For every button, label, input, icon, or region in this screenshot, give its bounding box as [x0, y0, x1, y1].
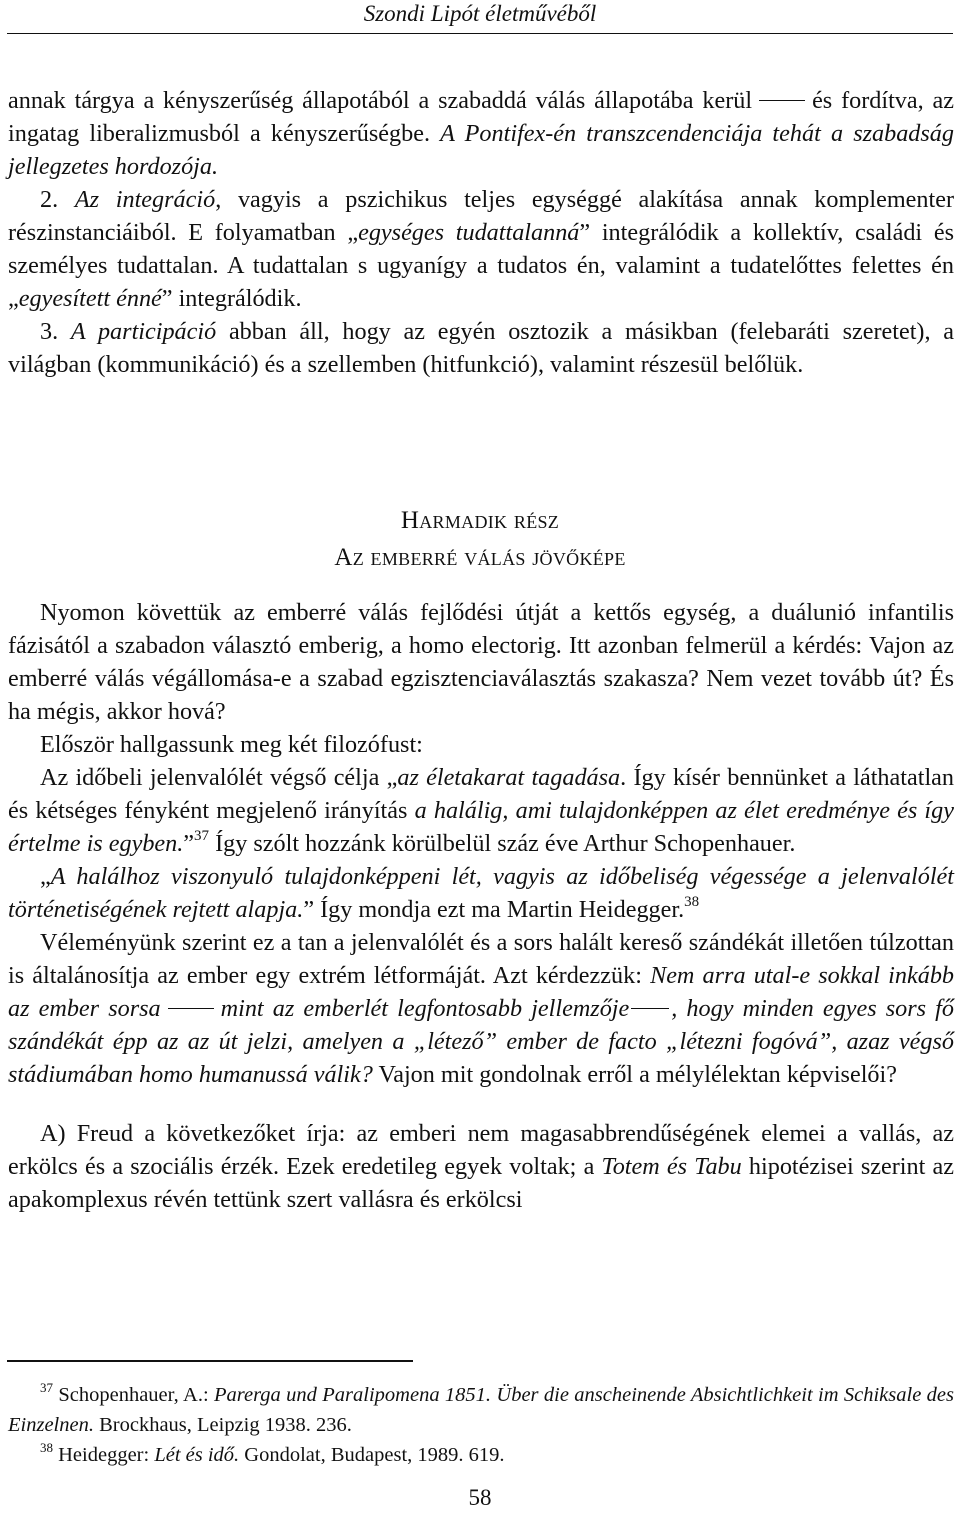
footnote-text: Gondolat, Budapest, 1989. 619.: [239, 1444, 505, 1466]
p9-italic-b: Totem és Tabu: [601, 1153, 742, 1180]
p8-text-a: Véleményünk szerint ez a tan a jelenvalólét és a sors halált kereső szándékát illetően túlzottan is általánosítja az ember egy extrém létformáját. Azt kérdezzük:: [8, 929, 954, 989]
running-head: Szondi Lipót életművéből: [363, 1, 597, 26]
paragraph-1: [8, 84, 954, 183]
em-dash: [168, 1008, 214, 1009]
p8-text-e: Vajon mit gondolnak erről a mélylélektan képviselői?: [372, 1061, 897, 1088]
footnote-ref-37[interactable]: 37: [194, 828, 210, 844]
p1-italic: A Pontifex-én transzcendenciája tehát a szabadság jellegzetes hordozója.: [8, 120, 954, 180]
p3-text-a: abban áll, hogy az egyén osztozik a másikban (felebaráti szeretet), a világban (kommunikáció) és a szellemben (hitfunkció), valamint részesül belőlük.: [8, 318, 954, 378]
footnote-number: 37: [40, 1380, 53, 1395]
body-text-main: [8, 596, 954, 1216]
p6-italic-b: az életakarat tagadása: [397, 764, 621, 791]
p8-italic-c: mint az emberlét legfontosabb jellemzője: [220, 995, 630, 1022]
body-text-top: [8, 84, 954, 381]
p1-text-a: annak tárgya a kényszerűség állapotából a szabaddá válás állapotába kerül: [8, 87, 753, 114]
p6-italic-d: a halálig, ami tulajdonképpen az élet eredménye és így értelme is egyben.: [8, 797, 954, 857]
header-rule: [7, 33, 953, 34]
footnote-text: Schopenhauer, A.:: [53, 1384, 214, 1406]
footnote-ref-38[interactable]: 38: [684, 894, 700, 910]
footnote-38: [8, 1440, 954, 1470]
paragraph-5: Először hallgassunk meg két filozófust:: [40, 731, 423, 758]
footnote-number: 38: [40, 1440, 53, 1455]
footnotes: [8, 1380, 954, 1470]
part-heading: [0, 502, 960, 576]
page-number: 58: [468, 1485, 492, 1510]
paragraph-6: [8, 761, 954, 860]
p3-number: 3.: [40, 318, 71, 345]
p2-text-a: , vagyis a pszichikus teljes egységgé alakítása annak komplementer részinstanciáiból. E folyamatban „: [8, 186, 955, 246]
p6-text-a: Az időbeli jelenvalólét végső célja „: [40, 764, 398, 791]
em-dash: [631, 1008, 669, 1009]
p6-quote-close: ”: [183, 830, 195, 857]
p7-text-c: ” Így mondja ezt ma Martin Heidegger.: [303, 896, 685, 923]
p7-italic-b: A halálhoz viszonyuló tulajdonképpeni lét, vagyis az időbeliség végessége a jelenvalólét történetiségének rejtett alapja.: [8, 863, 954, 923]
p9-text-c: hipotézisei szerint az apakomplexus révén tettünk szert vallásra és erkölcsi: [8, 1153, 954, 1213]
footnote-rule: [7, 1360, 413, 1362]
p8-italic-d: , hogy minden egyes sors fő szándékát épp az az út jelzi, amelyen a „létező” ember de facto „létezni fogóvá”, azaz végső stádiumában homo humanussá válik?: [8, 995, 954, 1088]
p6-text-c: . Így kísér bennünket a láthatatlan és kétséges fényként megjelenő irányítás: [8, 764, 954, 824]
part-title: Harmadik rész: [400, 507, 560, 534]
p3-term: A participáció: [70, 318, 217, 345]
footnote-text: Heidegger:: [53, 1444, 155, 1466]
p2-italic-d: egyesített énné: [18, 285, 162, 312]
footnote-37: [8, 1380, 954, 1440]
part-subtitle: Az emberré válás jövőképe: [334, 544, 626, 571]
paragraph-7: [8, 860, 954, 926]
em-dash: [759, 100, 805, 101]
p2-text-c: ” integrálódik a kollektív, családi és személyes tudattalan. A tudattalan s ugyanígy a tudatos én, valamint a tudatelőttes felettes én „: [8, 219, 955, 312]
paragraph-3: [8, 315, 954, 381]
p2-number: 2.: [40, 186, 75, 213]
paragraph-8: [8, 926, 954, 1091]
footnote-title: Parerga und Paralipomena 1851. Über die anscheinende Absichtlichkeit im Schiksale des Einzelnen.: [8, 1384, 954, 1436]
paragraph-4: Nyomon követtük az emberré válás fejlődési útját a kettős egység, a duálunió infantilis fázisától a szabadon választó emberig, a homo electorig. Itt azonban felmerül a kérdés: Vajon az emberré válás végállomása-e a szabad egzisztenciaválasztás szakasza? Nem vezet tovább út? És ha mégis, akkor hová?: [8, 599, 954, 725]
p8-italic-b: Nem arra utal-e sokkal inkább az ember sorsa: [8, 962, 955, 1022]
p7-quote-open: „: [40, 863, 51, 890]
paragraph-2: [8, 183, 954, 315]
p1-text-b: és fordítva, az ingatag liberalizmusból a kényszerűségbe.: [8, 87, 954, 147]
p6-text-f: Így szólt hozzánk körülbelül száz éve Arthur Schopenhauer.: [209, 830, 796, 857]
paragraph-9: [8, 1117, 954, 1216]
p2-term: Az integráció: [74, 186, 216, 213]
p2-text-e: ” integrálódik.: [161, 285, 302, 312]
p9-text-a: A) Freud a következőket írja: az emberi nem magasabbrendűségének elemei a vallás, az erkölcs és a szociális érzék. Ezek eredetileg egyek voltak; a: [8, 1120, 954, 1180]
p2-italic-b: egységes tudattalanná: [358, 219, 580, 246]
footnote-title: Lét és idő.: [154, 1444, 240, 1466]
footnote-text: Brockhaus, Leipzig 1938. 236.: [93, 1414, 352, 1436]
